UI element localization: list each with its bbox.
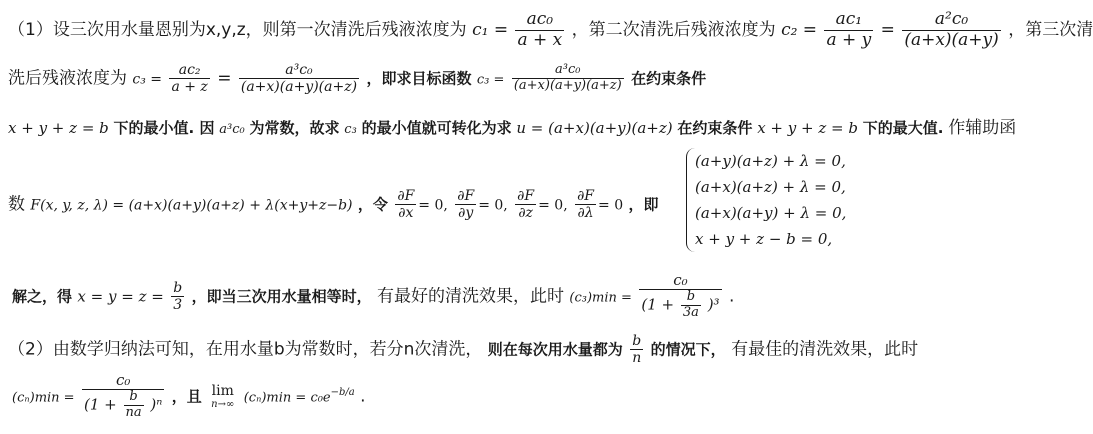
c2-fraction-2	[902, 10, 1000, 50]
dF-dy	[455, 188, 476, 221]
p6-prefix: （2）由数学归纳法可知，在用水量b为常数时，若分n次清洗，	[8, 339, 483, 360]
p3-text-5: 下的最大值.	[862, 119, 944, 137]
objective-lhs: c₃ =	[476, 72, 505, 88]
c1-numerator: ac₀	[526, 9, 554, 29]
lim-subscript: n→∞	[211, 398, 235, 410]
p4-prefix: 数	[8, 194, 25, 215]
c3-numerator-2: a³c₀	[285, 62, 313, 78]
c2-fraction-1	[824, 10, 873, 50]
exponent: −b/a	[330, 386, 355, 398]
b-over-n-num: b	[632, 333, 642, 349]
b-over-3-num: b	[173, 279, 183, 296]
c3-min-den-open: (1 +	[641, 295, 675, 314]
dF-dlambda	[575, 188, 596, 221]
p2-prefix: 洗后残液浓度为	[8, 68, 127, 89]
p3-text-6: 作辅助函	[948, 118, 1017, 138]
constant-expr: a³c₀	[219, 122, 245, 137]
p4-ling: ，令	[357, 195, 388, 214]
c1-lhs: c₁ =	[472, 20, 509, 41]
system-eq-1: (a+y)(a+z) + λ = 0,	[695, 152, 846, 170]
limit-expression: (cₙ)min = c₀e	[243, 390, 331, 406]
b-over-3a	[681, 290, 701, 321]
paragraph-2	[8, 62, 706, 95]
b-over-na	[124, 390, 144, 421]
p2-suffix: 在约束条件	[631, 69, 707, 88]
b-over-n-den: n	[632, 350, 642, 367]
p3-text-4: 在约束条件	[677, 119, 753, 137]
paragraph-7	[12, 372, 366, 421]
c3-denominator-1: a + z	[171, 79, 208, 96]
p4-ji: ，即	[628, 195, 659, 214]
b-over-3-den: 3	[171, 296, 184, 313]
p5-text-2: 有最好的清洗效果，此时	[377, 286, 565, 307]
system-brace	[686, 148, 846, 252]
xyz-equal: x = y = z =	[77, 287, 164, 306]
p1-mid: ，第二次清洗后残液浓度为	[571, 20, 776, 41]
p3-text-2: 为常数，故求	[249, 119, 340, 137]
dlambda-denominator: ∂λ	[575, 204, 596, 221]
p6-bold: 则在每次用水量都为	[487, 340, 623, 359]
p5-text-1: ，即当三次用水量相等时，	[191, 287, 372, 306]
c2-denominator-1: a + y	[826, 29, 872, 50]
cn-min-fraction	[82, 372, 164, 421]
system-eq-4: x + y + z − b = 0,	[695, 230, 833, 248]
equals-sign-2: =	[217, 68, 232, 89]
b-over-3a-num: b	[686, 289, 696, 305]
eq-zero-lambda: = 0	[598, 197, 624, 214]
cn-min-den	[82, 389, 164, 421]
c3-fraction-2	[239, 62, 359, 95]
dy-denominator: ∂y	[455, 204, 476, 221]
dx-denominator: ∂x	[395, 204, 416, 221]
p2-mid: ，即求目标函数	[366, 69, 472, 88]
p6-text: 有最佳的清洗效果，此时	[731, 339, 919, 360]
lim-text: lim	[211, 382, 234, 399]
system-eq-2: (a+x)(a+z) + λ = 0,	[695, 178, 846, 196]
c3-min-fraction	[639, 272, 721, 321]
constraint-2: x + y + z = b	[757, 119, 858, 137]
c3-min-den-close: )³	[707, 295, 720, 314]
c2-numerator-1: ac₁	[835, 9, 863, 29]
dF-numerator: ∂F	[457, 188, 475, 204]
c3-min-lhs: (c₃)min =	[569, 290, 632, 306]
p3-text-3: 的最小值就可转化为求	[361, 119, 512, 137]
equation-system	[686, 148, 846, 252]
cn-min-den-open: (1 +	[83, 395, 117, 414]
paragraph-6	[8, 333, 918, 366]
p5-prefix: 解之，得	[12, 287, 73, 306]
objective-denominator: (a+x)(a+y)(a+z)	[513, 78, 622, 94]
p6-bold-2: 的情况下，	[650, 340, 726, 359]
eq-zero-x: = 0,	[418, 197, 448, 214]
dz-denominator: ∂z	[515, 204, 536, 221]
p7-text: ，且	[171, 387, 202, 406]
lagrange-function: F(x, y, z, λ) = (a+x)(a+y)(a+z) + λ(x+y+z−b)	[30, 197, 353, 214]
dF-dz	[515, 188, 536, 221]
p5-end: .	[728, 286, 735, 307]
c3-fraction-1	[169, 62, 209, 95]
objective-fraction	[512, 63, 624, 94]
eq-zero-z: = 0,	[538, 197, 568, 214]
cn-min-den-close: )ⁿ	[150, 395, 163, 414]
c1-denominator: a + x	[517, 29, 563, 50]
objective-numerator: a³c₀	[555, 62, 581, 78]
dF-numerator: ∂F	[517, 188, 535, 204]
system-eq-3: (a+x)(a+y) + λ = 0,	[695, 204, 847, 222]
equals-sign: =	[880, 20, 895, 41]
dF-dx	[395, 188, 416, 221]
b-over-n	[630, 333, 643, 366]
b-over-3a-den: 3a	[682, 305, 699, 321]
p3-text-1: 下的最小值. 因	[113, 119, 215, 137]
limit-operator	[209, 383, 236, 411]
paragraph-5	[12, 272, 734, 321]
p1-prefix: （1）设三次用水量恩别为x,y,z，则第一次清洗后残液浓度为	[8, 20, 467, 41]
b-over-na-den: na	[125, 405, 142, 421]
paragraph-3	[8, 117, 1016, 141]
c3-symbol: c₃	[344, 122, 357, 137]
c2-numerator-2: a²c₀	[934, 9, 969, 29]
cn-min-num: c₀	[115, 371, 131, 389]
c3-min-num: c₀	[673, 271, 688, 289]
dF-numerator: ∂F	[397, 188, 415, 204]
u-expr: u = (a+x)(a+y)(a+z)	[516, 119, 673, 137]
dF-numerator: ∂F	[577, 188, 595, 204]
c1-fraction	[515, 10, 564, 50]
c3-min-den	[639, 289, 721, 321]
c3-lhs: c₃ =	[132, 71, 163, 88]
p1-suffix: ，第三次清	[1008, 20, 1093, 41]
eq-zero-y: = 0,	[478, 197, 508, 214]
b-over-3	[171, 280, 184, 313]
b-over-na-num: b	[129, 389, 138, 405]
paragraph-1	[8, 10, 1093, 50]
cn-min-lhs: (cₙ)min =	[12, 390, 75, 406]
c2-denominator-2: (a+x)(a+y)	[904, 29, 999, 50]
c3-numerator-1: ac₂	[178, 62, 201, 78]
constraint-1: x + y + z = b	[8, 119, 109, 137]
p7-end: .	[360, 386, 366, 407]
c3-denominator-2: (a+x)(a+y)(a+z)	[240, 79, 358, 96]
c2-lhs: c₂ =	[781, 20, 818, 41]
paragraph-4	[8, 188, 659, 221]
